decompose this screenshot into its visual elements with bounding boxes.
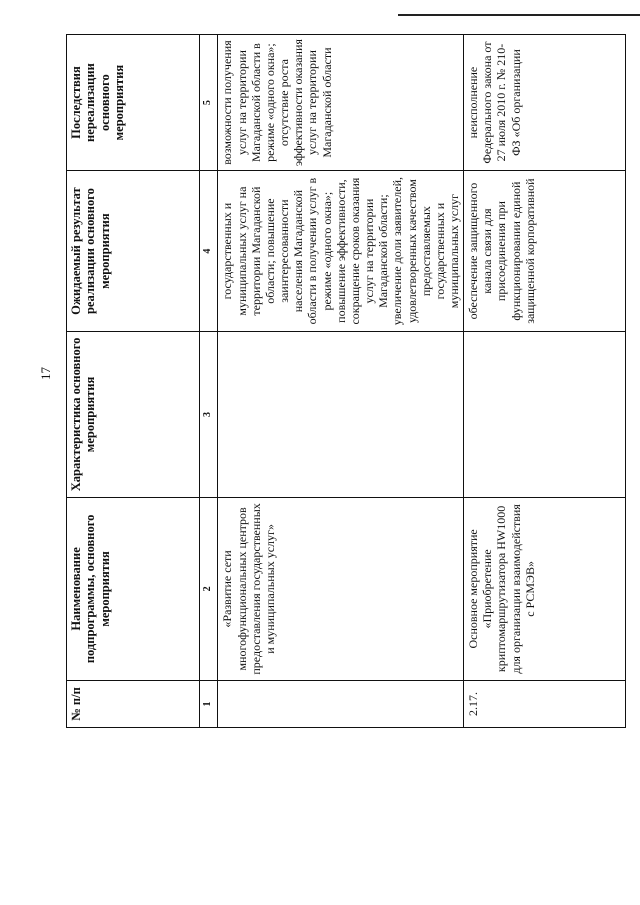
- row-characteristic: [218, 332, 464, 498]
- row-num: [218, 680, 464, 727]
- row-result: обеспечение защищенного канала связи для присоединения при функционировании единой защищенной корпоративной: [464, 171, 626, 332]
- header-num: № п/п: [67, 680, 200, 727]
- col-number: 5: [200, 35, 218, 171]
- header-characteristic: Характеристика основного мероприятия: [67, 332, 200, 498]
- row-characteristic: [464, 332, 626, 498]
- page-number: 17: [38, 367, 53, 380]
- table-row: [218, 35, 464, 728]
- row-consequence: неисполнение Федерального закона от 27 июля 2010 г. № 210-ФЗ «Об организации: [464, 35, 626, 171]
- rotated-table-container: [66, 34, 626, 728]
- header-consequence: Последствия нереализации основного мероприятия: [67, 35, 200, 171]
- table-row: [464, 35, 626, 728]
- header-result: Ожидаемый результат реализации основного мероприятия: [67, 171, 200, 332]
- header-name: Наименование подпрограммы, основного мероприятия: [67, 497, 200, 680]
- col-number: 3: [200, 332, 218, 498]
- measures-table: [66, 34, 626, 728]
- header-row: [67, 35, 200, 728]
- row-name: «Развитие сети многофункциональных центров предоставления государственных и муниципальных услуг»: [218, 497, 464, 680]
- row-consequence: возможности получения услуг на территории Магаданской области в режиме «одного окна»; отсутствие роста эффективности оказания услуг на территории Магаданской области: [218, 35, 464, 171]
- row-name: Основное мероприятие «Приобретение криптомаршрутизатора HW1000 для организации взаимодействия с РСМЭВ»: [464, 497, 626, 680]
- row-result: государственных и муниципальных услуг на территории Магаданской области; повышение заинтересованности населения Магаданской области в получении услуг в режиме «одного окна»; повышение эффективности, сокращение сроков оказания услуг на территории Магаданской области; увеличение доли заявителей, удовлетворенных качеством предоставляемых государственных и муниципальных услуг: [218, 171, 464, 332]
- col-number: 2: [200, 497, 218, 680]
- column-number-row: [200, 35, 218, 728]
- col-number: 4: [200, 171, 218, 332]
- col-number: 1: [200, 680, 218, 727]
- row-num: 2.17.: [464, 680, 626, 727]
- top-rule: [398, 14, 640, 16]
